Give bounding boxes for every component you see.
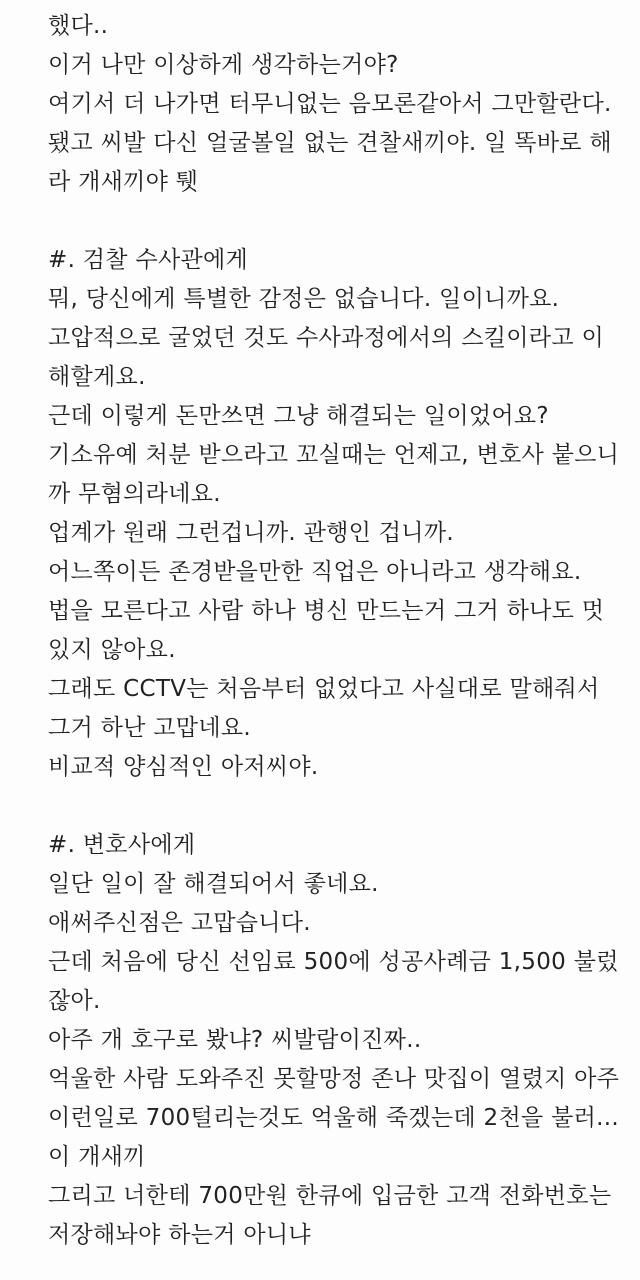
text-line: 어느쪽이든 존경받을만한 직업은 아니라고 생각해요. (48, 559, 582, 585)
text-line: 근데 이렇게 돈만쓰면 그냥 해결되는 일이었어요? (48, 403, 549, 429)
text-line: 아주 개 호구로 봤냐? 씨발람이진짜.. (48, 1027, 422, 1053)
text-line: 뭐, 당신에게 특별한 감정은 없습니다. 일이니까요. (48, 286, 560, 312)
section-heading: #. 검찰 수사관에게 (48, 247, 249, 273)
text-line: 억울한 사람 도와주진 못할망정 존나 맛집이 열렸지 아주 (48, 1066, 620, 1092)
text-line: 그래도 CCTV는 처음부터 없었다고 사실대로 말해줘서 (48, 676, 600, 702)
text-line: 업계가 원래 그런겁니까. 관행인 겁니까. (48, 520, 454, 546)
text-line: 해할게요. (48, 364, 146, 390)
text-line: 저장해놔야 하는거 아니냐 (48, 1222, 311, 1248)
text-line: 애써주신점은 고맙습니다. (48, 910, 311, 936)
text-line: 됐고 씨발 다신 얼굴볼일 없는 견찰새끼야. 일 똑바로 해 (48, 130, 612, 156)
text-line: 있지 않아요. (48, 637, 176, 663)
text-line: 라 개새끼야 퉷 (48, 169, 199, 195)
text-line: 이거 나만 이상하게 생각하는거야? (48, 52, 399, 78)
section-heading: #. 변호사에게 (48, 832, 196, 858)
text-line: 여기서 더 나가면 터무니없는 음모론같아서 그만할란다. (48, 91, 612, 117)
text-line: 그리고 너한테 700만원 한큐에 입금한 고객 전화번호는 (48, 1183, 612, 1209)
text-line: 일단 일이 잘 해결되어서 좋네요. (48, 871, 379, 897)
text-line: 했다.. (48, 13, 109, 39)
text-line: 까 무혐의라네요. (48, 481, 221, 507)
text-line: 기소유예 처분 받으라고 꼬실때는 언제고, 변호사 붙으니 (48, 442, 620, 468)
text-line: 이런일로 700털리는것도 억울해 죽겠는데 2천을 불러... (48, 1105, 619, 1131)
text-line: 그거 하난 고맙네요. (48, 715, 251, 741)
text-line (48, 0, 637, 2)
text-line: 고압적으로 굴었던 것도 수사과정에서의 스킬이라고 이 (48, 325, 604, 351)
text-line: 이 개새끼 (48, 1144, 146, 1170)
text-line: 잖아. (48, 988, 101, 1014)
text-line: 비교적 양심적인 아저씨야. (48, 754, 319, 780)
text-line: 근데 처음에 당신 선임료 500에 성공사례금 1,500 불렀 (48, 949, 619, 975)
text-line: 법을 모른다고 사람 하나 병신 만드는거 그거 하나도 멋 (48, 598, 605, 624)
